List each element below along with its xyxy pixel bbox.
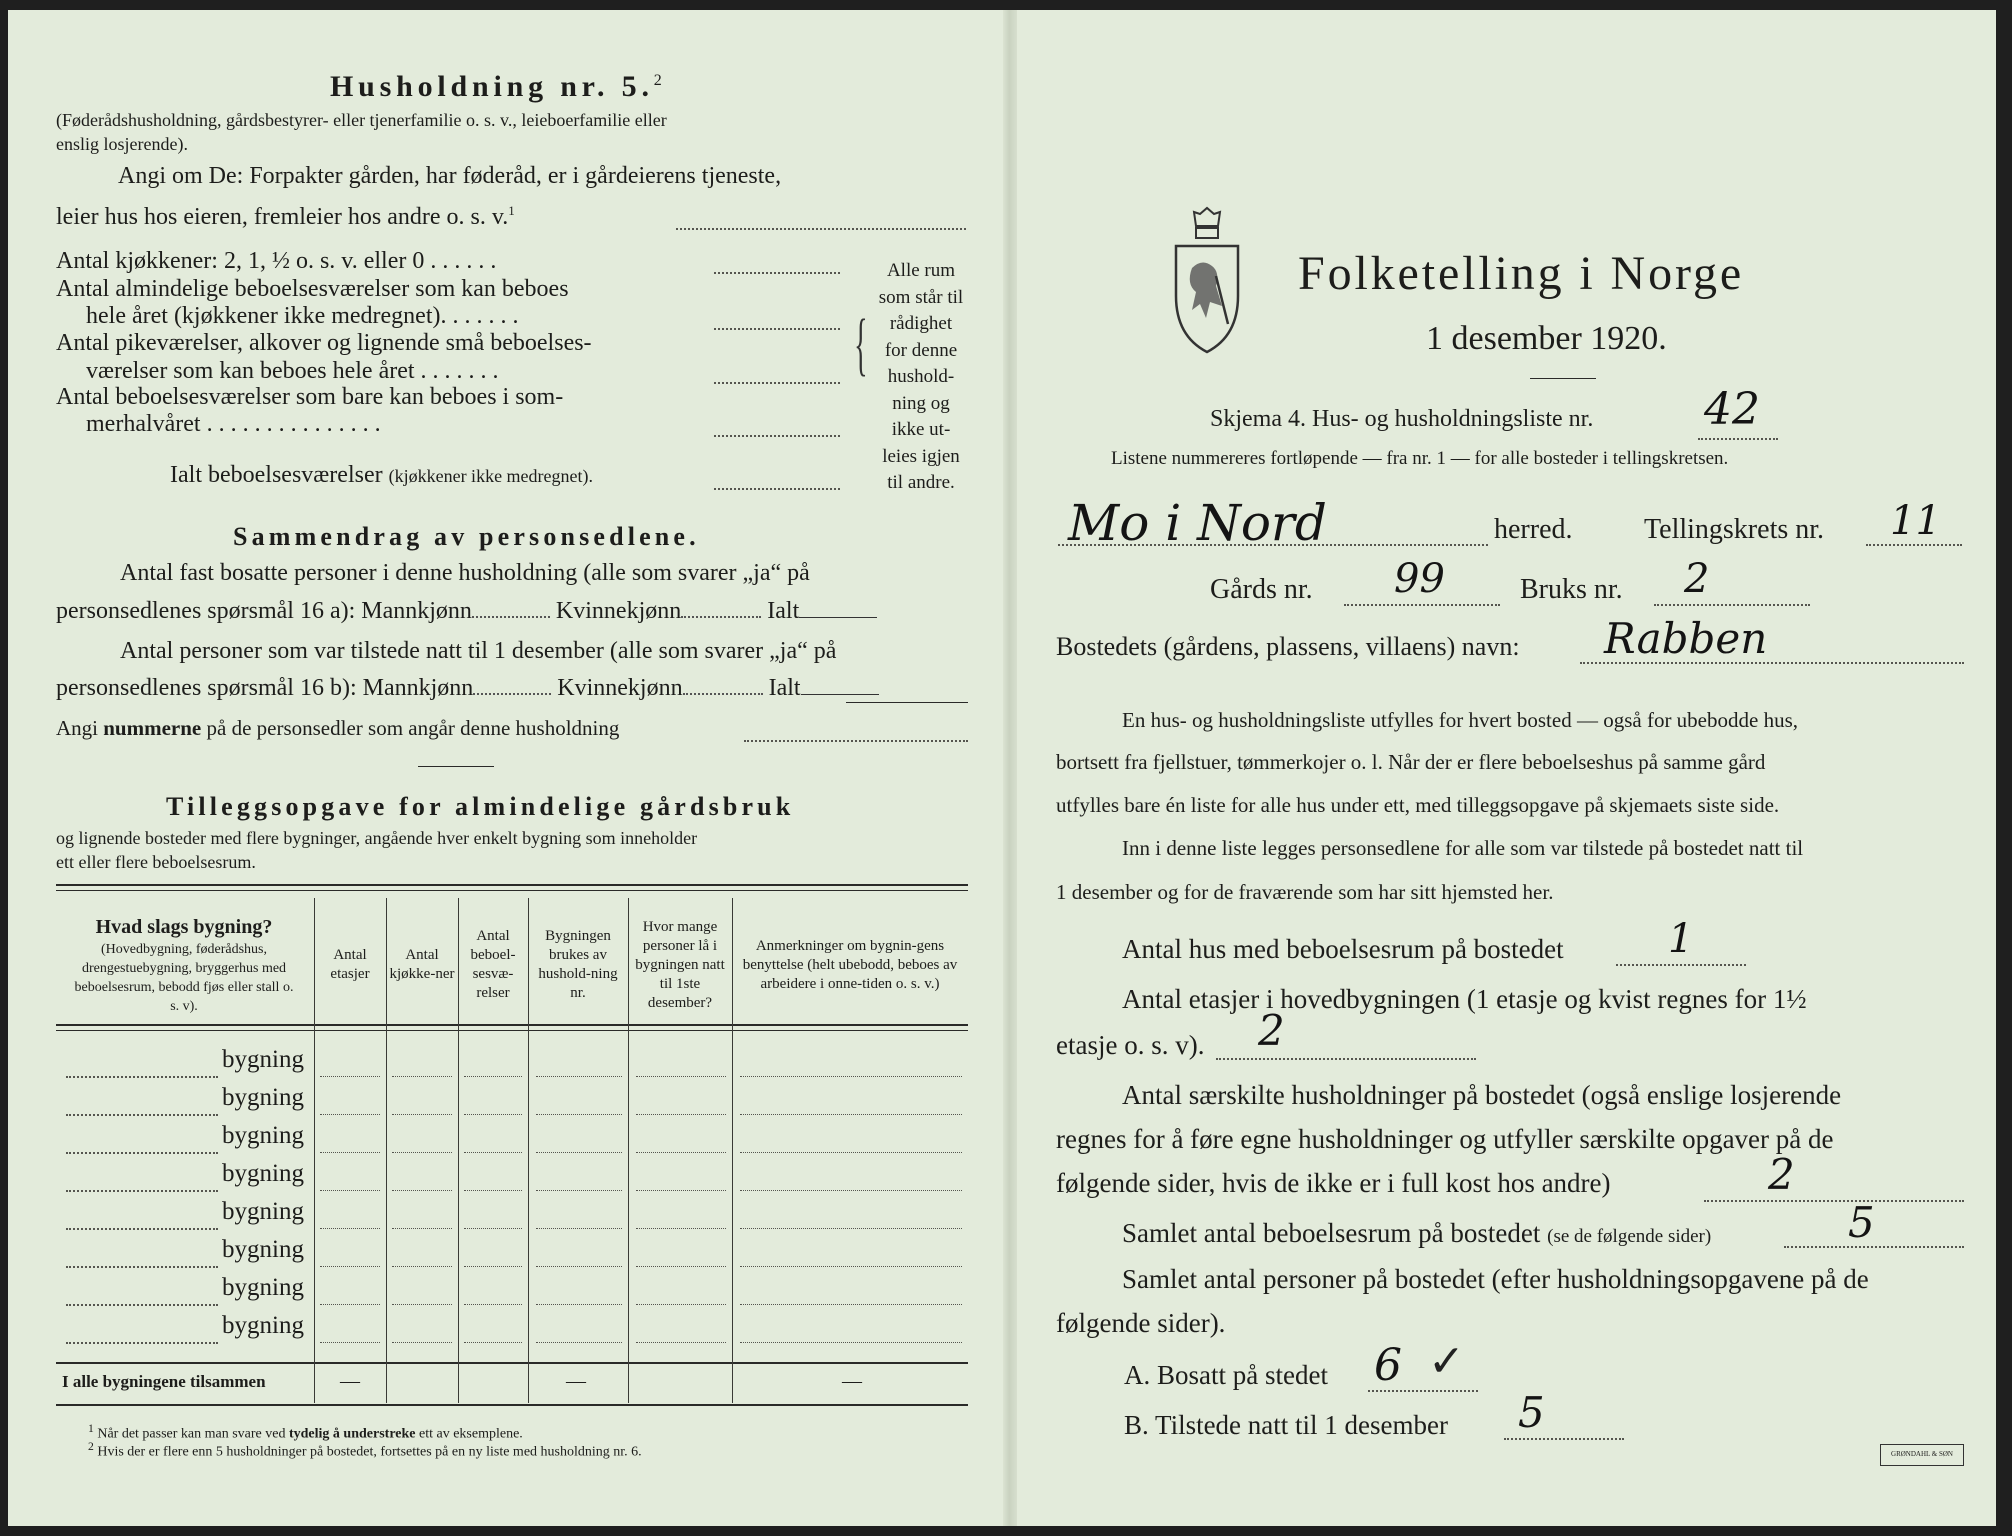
schema-value: 42 [1704, 384, 1760, 435]
rooms-line-7: merhalvåret . . . . . . . . . . . . . . . [86, 411, 381, 437]
census-date: 1 desember 1920. [1426, 320, 1667, 357]
bosatt-value: 6 [1374, 1340, 1402, 1391]
rom-label: Samlet antal beboelsesrum på bostedet (se de følgende sider) [1122, 1218, 1712, 1248]
rooms-line-1: Antal kjøkkener: 2, 1, ½ o. s. v. eller 0 . . . . . . [56, 248, 497, 274]
etasjer-label-1: Antal etasjer i hovedbygningen (1 etasje og kvist regnes for 1½ [1122, 984, 1807, 1014]
husholdninger-value: 2 [1768, 1150, 1795, 1199]
krets-label: Tellingskrets nr. [1644, 514, 1825, 545]
total-dash-household: — [566, 1370, 586, 1392]
herred-value: Mo i Nord [1068, 494, 1327, 552]
schema-label: Skjema 4. Hus- og husholdningsliste nr. [1210, 406, 1594, 432]
summary-line-1b: personsedlenes spørsmål 16 a): Mannkjønn Kvinnekjønn Ialt [56, 598, 877, 625]
header-household-no: Bygningen brukes av hushold-ning nr. [538, 928, 618, 1001]
extra-subtitle-1: og lignende bosteder med flere bygninger, angående hver enkelt bygning som inneholder [56, 828, 698, 848]
rooms-line-3: hele året (kjøkkener ikke medregnet). . . . . . . [86, 303, 519, 329]
rom-value: 5 [1848, 1198, 1875, 1247]
etasjer-value: 2 [1258, 1006, 1285, 1055]
building-row-label: bygning [222, 1312, 304, 1339]
rooms-line-6: Antal beboelsesværelser som bare kan beboes i som- [56, 384, 564, 410]
intro-line-2: leier hus hos eieren, fremleier hos andre o. s. v.$^1$ [56, 203, 515, 230]
rooms-line-2: Antal almindelige beboelsesværelser som kan beboes [56, 276, 569, 302]
header-building-type: Hvad slags bygning? (Hovedbygning, føderådshus, drengestuebygning, bryggerhus med beboelsesrum, bebodd fjøs eller stall o. s. v). [74, 916, 294, 1014]
header-rooms: Antal beboel-sesvæ-relser [470, 928, 516, 1001]
numbering-note: Listene nummereres fortløpende — fra nr. 1 — for alle bosteder i tellingskretsen. [1111, 448, 1729, 469]
krets-value: 11 [1890, 498, 1941, 544]
bosted-label: Bostedets (gårdens, plassens, villaens) navn: [1056, 632, 1520, 661]
total-row-label: I alle bygningene tilsammen [62, 1372, 266, 1391]
instructions-4: Inn i denne liste legges personsedlene for alle som var tilstede på bostedet natt til [1122, 836, 1804, 860]
header-floors: Antal etasjer [330, 947, 370, 982]
numbers-line: Angi nummerne på de personsedler som angår denne husholdning [56, 716, 620, 740]
header-remarks: Anmerkninger om bygnin-gens benyttelse (helt ubebodd, beboes av arbeidere i onne-tiden o. s. v.) [742, 937, 958, 992]
building-row-label: bygning [222, 1198, 304, 1225]
hus-value: 1 [1668, 916, 1694, 962]
household-subtitle-2: enslig losjerende). [56, 134, 188, 154]
household-subtitle: (Føderådshusholdning, gårdsbestyrer- eller tjenerfamilie o. s. v., leieboerfamilie eller [56, 110, 667, 130]
bosatt-label: A. Bosatt på stedet [1124, 1360, 1328, 1390]
building-row-label: bygning [222, 1084, 304, 1111]
check-mark: ✓ [1428, 1337, 1465, 1386]
gards-label: Gårds nr. [1210, 574, 1313, 605]
etasjer-label-2: etasje o. s. v). [1056, 1030, 1205, 1060]
header-kitchens: Antal kjøkke-ner [389, 947, 455, 982]
total-dash-remarks: — [842, 1370, 862, 1392]
personer-label-1: Samlet antal personer på bostedet (efter husholdningsopgavene på de [1122, 1264, 1869, 1294]
herred-label: herred. [1494, 514, 1573, 545]
husholdninger-label-1: Antal særskilte husholdninger på bostedet (også enslige losjerende [1122, 1080, 1842, 1110]
tilstede-label: B. Tilstede natt til 1 desember [1124, 1410, 1448, 1440]
extra-subtitle-2: ett eller flere beboelsesrum. [56, 852, 256, 872]
tilstede-value: 5 [1518, 1388, 1545, 1437]
rooms-bracket: { [854, 306, 868, 383]
building-row-label: bygning [222, 1046, 304, 1073]
coat-of-arms-emblem [1172, 206, 1242, 361]
intro-line-1: Angi om De: Forpakter gården, har føderåd, er i gårdeierens tjeneste, [118, 163, 782, 189]
building-row-label: bygning [222, 1236, 304, 1263]
instructions-3: utfylles bare én liste for alle hus under ett, med tilleggsopgave på skjemaets siste side. [1056, 793, 1780, 817]
gards-value: 99 [1394, 556, 1445, 602]
bosted-value: Rabben [1604, 614, 1768, 663]
footnote-1: $^1$ Når det passer kan man svare ved tydelig å understreke ett av eksemplene. [88, 1422, 523, 1442]
bracket-note: Alle rum som står til rådighet for denne hushold- ning og ikke ut- leies igjen til andre. [878, 260, 964, 493]
hus-label: Antal hus med beboelsesrum på bostedet [1122, 934, 1564, 964]
household-title: Husholdning nr. 5.$^2$ [330, 70, 662, 103]
instructions-1: En hus- og husholdningsliste utfylles for hvert bosted — også for ubebodde hus, [1122, 708, 1798, 732]
bruks-label: Bruks nr. [1520, 574, 1623, 605]
husholdninger-label-3: følgende sider, hvis de ikke er i full kost hos andre) [1056, 1168, 1611, 1198]
printer-stamp: GRØNDAHL & SØN [1880, 1444, 1964, 1466]
personer-label-2: følgende sider). [1056, 1308, 1226, 1338]
main-title: Folketelling i Norge [1298, 247, 1745, 300]
bruks-value: 2 [1684, 556, 1710, 602]
total-dash-floors: — [340, 1370, 360, 1392]
rooms-line-5: værelser som kan beboes hele året . . . . . . . [86, 358, 499, 384]
extra-title: Tilleggsopgave for almindelige gårdsbruk [166, 792, 795, 821]
census-form-sheet [8, 10, 1996, 1526]
footnote-2: $^2$ Hvis der er flere enn 5 husholdninger på bostedet, fortsettes på en ny liste med husholdning nr. 6. [88, 1440, 642, 1460]
page-fold [1003, 10, 1017, 1526]
husholdninger-label-2: regnes for å føre egne husholdninger og utfyller særskilte opgaver på de [1056, 1124, 1834, 1154]
summary-line-1a: Antal fast bosatte personer i denne husholdning (alle som svarer „ja“ på [120, 560, 810, 586]
instructions-2: bortsett fra fjellstuer, tømmerkojer o. l. Når der er flere beboelseshus på samme gård [1056, 750, 1766, 774]
rooms-total: Ialt beboelsesværelser (kjøkkener ikke medregnet). [170, 462, 594, 488]
instructions-5: 1 desember og for de fraværende som har sitt hjemsted her. [1056, 880, 1554, 904]
building-row-label: bygning [222, 1160, 304, 1187]
building-row-label: bygning [222, 1274, 304, 1301]
header-persons: Hvor mange personer lå i bygningen natt til 1ste desember? [635, 918, 725, 1011]
summary-title: Sammendrag av personsedlene. [233, 522, 700, 551]
building-row-label: bygning [222, 1122, 304, 1149]
summary-line-2a: Antal personer som var tilstede natt til 1 desember (alle som svarer „ja“ på [120, 638, 837, 664]
summary-line-2b: personsedlenes spørsmål 16 b): Mannkjønn Kvinnekjønn Ialt [56, 675, 879, 702]
rooms-line-4: Antal pikeværelser, alkover og lignende små beboelses- [56, 330, 592, 356]
